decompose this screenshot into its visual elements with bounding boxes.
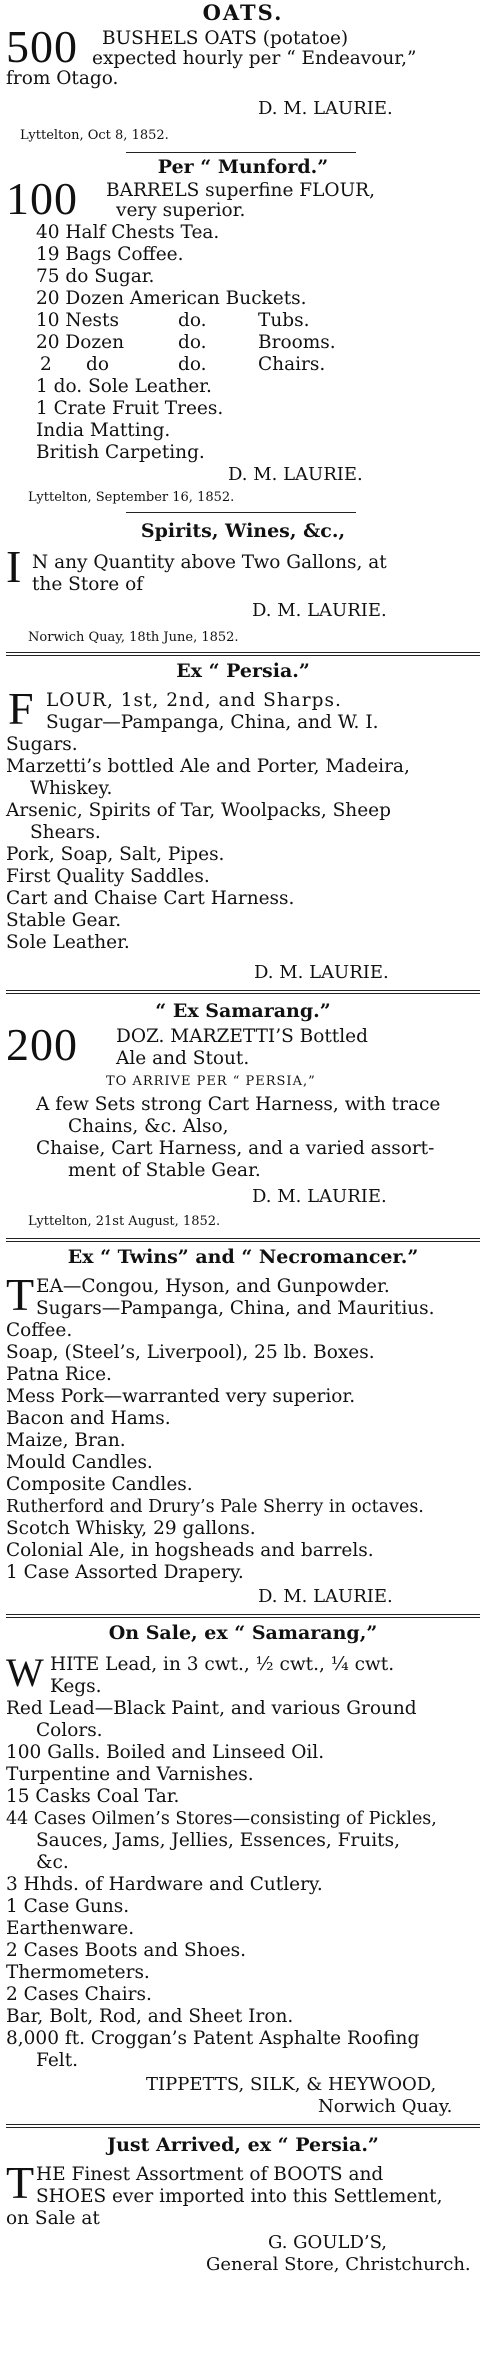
ad-munford-line: do — [86, 354, 109, 375]
ad-spirits-signature: D. M. LAURIE. — [252, 600, 387, 621]
ad-twins-line: Mess Pork—warranted very superior. — [6, 1386, 356, 1407]
ad-on-sale-signature: TIPPETTS, SILK, & HEYWOOD, — [146, 2074, 437, 2095]
ad-persia-line: Cart and Chaise Cart Harness. — [6, 888, 295, 909]
ad-on-sale-line: Red Lead—Black Paint, and various Ground — [6, 1698, 417, 1719]
ad-on-sale-address: Norwich Quay. — [318, 2096, 453, 2117]
ad-on-sale-line: Bar, Bolt, Rod, and Sheet Iron. — [6, 2006, 294, 2027]
ad-on-sale-line: Thermometers. — [6, 1962, 150, 1983]
ad-persia-line: Shears. — [30, 822, 101, 843]
ad-on-sale-dropcap: W — [6, 1650, 44, 1695]
ad-twins-dropcap: T — [6, 1269, 35, 1320]
separator — [126, 152, 356, 153]
ad-spirits-heading: Spirits, Wines, &c., — [140, 520, 346, 542]
ad-just-arrived-signature: G. GOULD’S, — [268, 2232, 388, 2253]
ad-on-sale-line: 1 Case Guns. — [6, 1896, 130, 1917]
ad-on-sale-line: 100 Galls. Boiled and Linseed Oil. — [6, 1742, 325, 1763]
ad-just-arrived-line: HE Finest Assortment of BOOTS and — [36, 2164, 384, 2185]
ad-persia-line: Sole Leather. — [6, 932, 130, 953]
ad-munford-line: India Matting. — [36, 420, 171, 441]
ad-munford-quantity: 100 — [6, 173, 78, 224]
ad-persia-heading: Ex “ Persia.” — [176, 660, 310, 682]
ad-on-sale-line: Colors. — [36, 1720, 103, 1741]
ad-twins-line: Soap, (Steel’s, Liverpool), 25 lb. Boxes. — [6, 1342, 375, 1363]
separator — [6, 1238, 480, 1242]
ad-munford-line: 20 Dozen American Buckets. — [36, 288, 307, 309]
ad-on-sale-line: 8,000 ft. Croggan’s Patent Asphalte Roofing — [6, 2028, 420, 2049]
ad-munford-line: British Carpeting. — [36, 442, 205, 463]
ad-twins-line: EA—Congou, Hyson, and Gunpowder. — [36, 1276, 390, 1297]
separator — [6, 652, 480, 656]
ad-munford-line: 1 do. Sole Leather. — [36, 376, 212, 397]
ad-oats-line: expected hourly per “ Endeavour,” — [92, 48, 417, 69]
ad-spirits-line: N any Quantity above Two Gallons, at — [32, 552, 387, 573]
ad-oats-line: from Otago. — [6, 68, 119, 89]
ad-twins-line: Maize, Bran. — [6, 1430, 126, 1451]
ad-munford-line: Tubs. — [258, 310, 310, 331]
ad-on-sale-line: Sauces, Jams, Jellies, Essences, Fruits, — [36, 1830, 400, 1851]
ad-just-arrived-heading: Just Arrived, ex “ Persia.” — [107, 2134, 379, 2156]
ad-munford-line: very superior. — [116, 200, 246, 221]
ad-munford-line: do. — [178, 354, 207, 375]
ad-twins-line: Composite Candles. — [6, 1474, 193, 1495]
ad-spirits-line: the Store of — [32, 574, 144, 595]
ad-on-sale-line: 44 Cases Oilmen’s Stores—consisting of Pickles, — [6, 1809, 437, 1829]
ad-just-arrived-dropcap: T — [6, 2157, 35, 2208]
separator — [126, 512, 356, 513]
ad-just-arrived-line: SHOES ever imported into this Settlement, — [36, 2186, 443, 2207]
ad-twins-line: Colonial Ale, in hogsheads and barrels. — [6, 1540, 374, 1561]
ad-ex-samarang-signature: D. M. LAURIE. — [252, 1186, 387, 1207]
ad-on-sale-line: Turpentine and Varnishes. — [6, 1764, 254, 1785]
ad-munford-line: do. — [178, 310, 207, 331]
ad-twins-line: Scotch Whisky, 29 gallons. — [6, 1518, 256, 1539]
ad-munford-line: 10 Nests — [36, 310, 119, 331]
ad-ex-samarang-dateline: Lyttelton, 21st August, 1852. — [28, 1214, 221, 1229]
ad-on-sale-line: &c. — [36, 1852, 69, 1873]
ad-persia-line: Marzetti’s bottled Ale and Porter, Madeira, — [6, 756, 410, 777]
ad-on-sale-line: Kegs. — [50, 1676, 102, 1697]
ad-munford-line: Brooms. — [258, 332, 336, 353]
ad-twins-line: Sugars—Pampanga, China, and Mauritius. — [36, 1298, 435, 1319]
ad-on-sale-line: 3 Hhds. of Hardware and Cutlery. — [6, 1874, 323, 1895]
ad-on-sale-line: Earthenware. — [6, 1918, 135, 1939]
ad-munford-line: 75 do Sugar. — [36, 266, 155, 287]
ad-persia-line: Sugars. — [6, 734, 78, 755]
ad-twins-heading: Ex “ Twins” and “ Necromancer.” — [67, 1246, 419, 1268]
ad-munford-line: Chairs. — [258, 354, 326, 375]
ad-on-sale-heading: On Sale, ex “ Samarang,” — [108, 1622, 378, 1644]
ad-munford-dateline: Lyttelton, September 16, 1852. — [28, 490, 235, 505]
ad-twins-line: Bacon and Hams. — [6, 1408, 171, 1429]
ad-on-sale-line: HITE Lead, in 3 cwt., ½ cwt., ¼ cwt. — [50, 1654, 395, 1675]
ad-persia-dropcap: F — [8, 683, 34, 734]
ad-persia-line: Sugar—Pampanga, China, and W. I. — [46, 712, 379, 733]
ad-on-sale-line: 15 Casks Coal Tar. — [6, 1786, 180, 1807]
ad-persia-line: Whiskey. — [30, 778, 113, 799]
ad-ex-samarang-heading: “ Ex Samarang.” — [155, 1000, 331, 1022]
separator — [6, 990, 480, 994]
ad-persia-signature: D. M. LAURIE. — [254, 962, 389, 983]
ad-ex-samarang-line: Chaise, Cart Harness, and a varied assort- — [36, 1138, 435, 1159]
ad-twins-signature: D. M. LAURIE. — [258, 1586, 393, 1607]
ad-twins-line: Rutherford and Drury’s Pale Sherry in octaves. — [6, 1497, 424, 1517]
ad-just-arrived-line: on Sale at — [6, 2208, 100, 2229]
ad-oats-dateline: Lyttelton, Oct 8, 1852. — [20, 128, 169, 143]
ad-munford-line: 20 Dozen — [36, 332, 125, 353]
ad-twins-line: Mould Candles. — [6, 1452, 153, 1473]
ad-twins-line: 1 Case Assorted Drapery. — [6, 1562, 244, 1583]
ad-munford-heading: Per “ Munford.” — [157, 156, 329, 178]
ad-persia-line: Stable Gear. — [6, 910, 122, 931]
ad-oats-heading: OATS. — [202, 0, 284, 25]
ad-twins-line: Patna Rice. — [6, 1364, 112, 1385]
ad-persia-line: Arsenic, Spirits of Tar, Woolpacks, Sheep — [6, 800, 391, 821]
ad-munford-line: 40 Half Chests Tea. — [36, 222, 220, 243]
ad-munford-signature: D. M. LAURIE. — [228, 464, 363, 485]
ad-oats-quantity: 500 — [6, 21, 78, 72]
ad-ex-samarang-line: TO ARRIVE PER “ PERSIA,” — [106, 1074, 316, 1089]
ad-persia-line: Pork, Soap, Salt, Pipes. — [6, 844, 225, 865]
ad-munford-line: 19 Bags Coffee. — [36, 244, 184, 265]
ad-munford-line: 1 Crate Fruit Trees. — [36, 398, 224, 419]
ad-twins-line: Coffee. — [6, 1320, 73, 1341]
ad-ex-samarang-line: Ale and Stout. — [116, 1048, 250, 1069]
ad-spirits-dropcap: I — [6, 541, 22, 592]
ad-ex-samarang-line: ment of Stable Gear. — [68, 1160, 261, 1181]
ad-on-sale-line: Felt. — [36, 2050, 79, 2071]
ad-ex-samarang-line: DOZ. MARZETTI’S Bottled — [116, 1026, 368, 1047]
ad-oats-line: BUSHELS OATS (potatoe) — [102, 28, 349, 49]
ad-ex-samarang-line: Chains, &c. Also, — [68, 1116, 229, 1137]
ad-munford-line: do. — [178, 332, 207, 353]
ad-just-arrived-address: General Store, Christchurch. — [206, 2254, 471, 2275]
ad-on-sale-line: 2 Cases Chairs. — [6, 1984, 152, 2005]
ad-ex-samarang-line: A few Sets strong Cart Harness, with trace — [36, 1094, 441, 1115]
ad-persia-line: First Quality Saddles. — [6, 866, 210, 887]
ad-persia-line: LOUR, 1st, 2nd, and Sharps. — [46, 690, 342, 711]
ad-munford-line: BARRELS superfine FLOUR, — [106, 180, 375, 201]
separator — [6, 1614, 480, 1618]
ad-on-sale-line: 2 Cases Boots and Shoes. — [6, 1940, 247, 1961]
ad-spirits-dateline: Norwich Quay, 18th June, 1852. — [28, 630, 239, 645]
separator — [6, 2124, 480, 2128]
ad-ex-samarang-quantity: 200 — [6, 1019, 78, 1070]
ad-munford-line: 2 — [40, 354, 52, 375]
ad-oats-signature: D. M. LAURIE. — [258, 98, 393, 119]
